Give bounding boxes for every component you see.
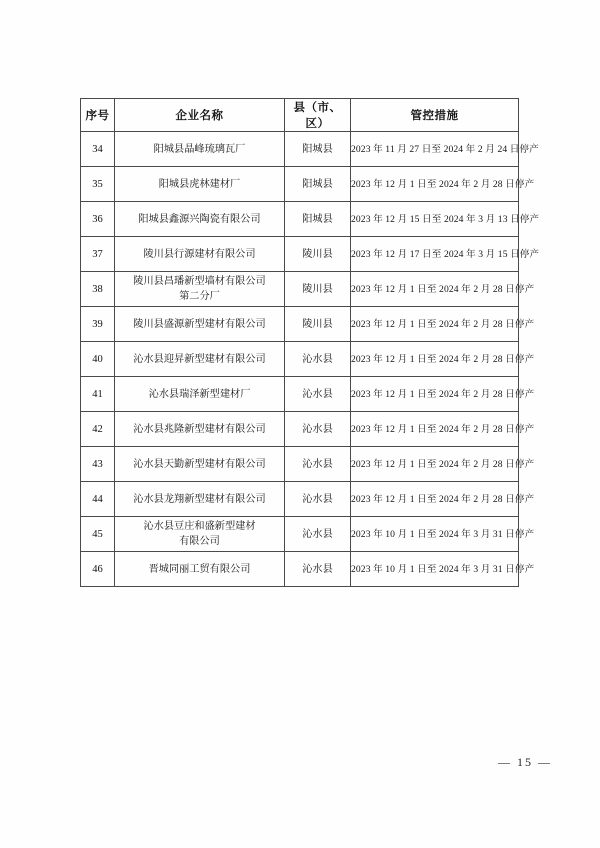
table-row	[81, 307, 519, 342]
cell-county: 陵川县	[285, 237, 351, 272]
column-header-enterprise-name: 企业名称	[115, 99, 285, 132]
cell-control-measure: 2023 年 12 月 1 日至 2024 年 2 月 28 日停产	[351, 167, 519, 202]
table-row	[81, 377, 519, 412]
cell-seq: 41	[81, 377, 115, 412]
cell-seq: 45	[81, 517, 115, 552]
enterprise-name-line: 沁水县龙翔新型建材有限公司	[133, 493, 266, 505]
cell-seq: 42	[81, 412, 115, 447]
enterprise-name-line: 沁水县豆庄和盛新型建材	[143, 521, 256, 532]
cell-seq: 44	[81, 482, 115, 517]
cell-seq: 43	[81, 447, 115, 482]
cell-control-measure: 2023 年 12 月 17 日至 2024 年 3 月 15 日停产	[351, 237, 519, 272]
cell-control-measure: 2023 年 10 月 1 日至 2024 年 3 月 31 日停产	[351, 517, 519, 552]
cell-enterprise-name	[115, 307, 285, 342]
enterprise-name-line: 沁水县天勤新型建材有限公司	[133, 458, 266, 470]
cell-county: 沁水县	[285, 342, 351, 377]
cell-county: 阳城县	[285, 202, 351, 237]
cell-control-measure: 2023 年 11 月 27 日至 2024 年 2 月 24 日停产	[351, 132, 519, 167]
cell-control-measure: 2023 年 12 月 1 日至 2024 年 2 月 28 日停产	[351, 377, 519, 412]
table-header	[81, 99, 519, 132]
enterprise-name-line: 有限公司	[179, 536, 220, 547]
table-body	[81, 132, 540, 587]
table-header-row	[81, 99, 519, 132]
table-row	[81, 447, 519, 482]
cell-enterprise-name	[115, 517, 285, 552]
enterprise-name-line: 第二分厂	[179, 291, 220, 302]
cell-county: 沁水县	[285, 482, 351, 517]
enterprise-name-line: 沁水县兆隆新型建材有限公司	[133, 423, 266, 435]
cell-county: 陵川县	[285, 307, 351, 342]
enterprise-control-table	[80, 98, 540, 587]
column-header-seq: 序号	[81, 99, 115, 132]
cell-county: 阳城县	[285, 132, 351, 167]
table-row	[81, 132, 519, 167]
cell-control-measure: 2023 年 12 月 1 日至 2024 年 2 月 28 日停产	[351, 412, 519, 447]
cell-seq: 34	[81, 132, 115, 167]
enterprise-name-line: 陵川县行源建材有限公司	[143, 248, 256, 260]
column-header-county: 县（市、区）	[285, 99, 351, 132]
cell-enterprise-name	[115, 412, 285, 447]
table-row	[81, 517, 519, 552]
cell-county: 沁水县	[285, 412, 351, 447]
cell-county: 阳城县	[285, 167, 351, 202]
cell-county: 沁水县	[285, 377, 351, 412]
cell-control-measure: 2023 年 12 月 1 日至 2024 年 2 月 28 日停产	[351, 272, 519, 307]
cell-seq: 39	[81, 307, 115, 342]
cell-control-measure: 2023 年 12 月 1 日至 2024 年 2 月 28 日停产	[351, 342, 519, 377]
cell-control-measure: 2023 年 12 月 1 日至 2024 年 2 月 28 日停产	[351, 482, 519, 517]
enterprise-name-line: 阳城县虎林建材厂	[158, 178, 241, 190]
cell-seq: 36	[81, 202, 115, 237]
enterprise-name-line: 陵川县昌璠新型墙材有限公司	[133, 276, 266, 287]
enterprise-name-line: 沁水县迎昇新型建材有限公司	[133, 353, 266, 365]
enterprise-name-line: 阳城县鑫源兴陶瓷有限公司	[138, 213, 261, 225]
cell-county: 陵川县	[285, 272, 351, 307]
cell-enterprise-name	[115, 202, 285, 237]
cell-county: 沁水县	[285, 552, 351, 587]
cell-enterprise-name	[115, 167, 285, 202]
cell-seq: 46	[81, 552, 115, 587]
cell-enterprise-name	[115, 342, 285, 377]
table-row	[81, 482, 519, 517]
cell-enterprise-name	[115, 272, 285, 307]
table-row	[81, 272, 519, 307]
cell-control-measure: 2023 年 12 月 1 日至 2024 年 2 月 28 日停产	[351, 447, 519, 482]
cell-county: 沁水县	[285, 447, 351, 482]
table-row	[81, 552, 519, 587]
table-row	[81, 412, 519, 447]
cell-county: 沁水县	[285, 517, 351, 552]
cell-enterprise-name	[115, 447, 285, 482]
cell-seq: 37	[81, 237, 115, 272]
cell-seq: 40	[81, 342, 115, 377]
enterprise-name-line: 阳城县晶峰琉璃瓦厂	[153, 143, 246, 155]
page-content-area	[80, 98, 540, 587]
cell-enterprise-name	[115, 132, 285, 167]
table-row	[81, 237, 519, 272]
cell-control-measure: 2023 年 12 月 1 日至 2024 年 2 月 28 日停产	[351, 307, 519, 342]
cell-seq: 35	[81, 167, 115, 202]
cell-enterprise-name	[115, 377, 285, 412]
cell-enterprise-name	[115, 237, 285, 272]
cell-enterprise-name	[115, 482, 285, 517]
cell-control-measure: 2023 年 10 月 1 日至 2024 年 3 月 31 日停产	[351, 552, 519, 587]
column-header-control-measure: 管控措施	[351, 99, 519, 132]
cell-enterprise-name	[115, 552, 285, 587]
table-row	[81, 167, 519, 202]
enterprise-name-line: 沁水县瑞泽新型建材厂	[148, 388, 251, 400]
table-row	[81, 342, 519, 377]
table-row	[81, 202, 519, 237]
enterprise-name-line: 晋城同丽工贸有限公司	[148, 563, 251, 575]
page-number: — 15 —	[498, 755, 552, 769]
enterprise-name-line: 陵川县盛源新型建材有限公司	[133, 318, 266, 330]
cell-control-measure: 2023 年 12 月 15 日至 2024 年 3 月 13 日停产	[351, 202, 519, 237]
cell-seq: 38	[81, 272, 115, 307]
